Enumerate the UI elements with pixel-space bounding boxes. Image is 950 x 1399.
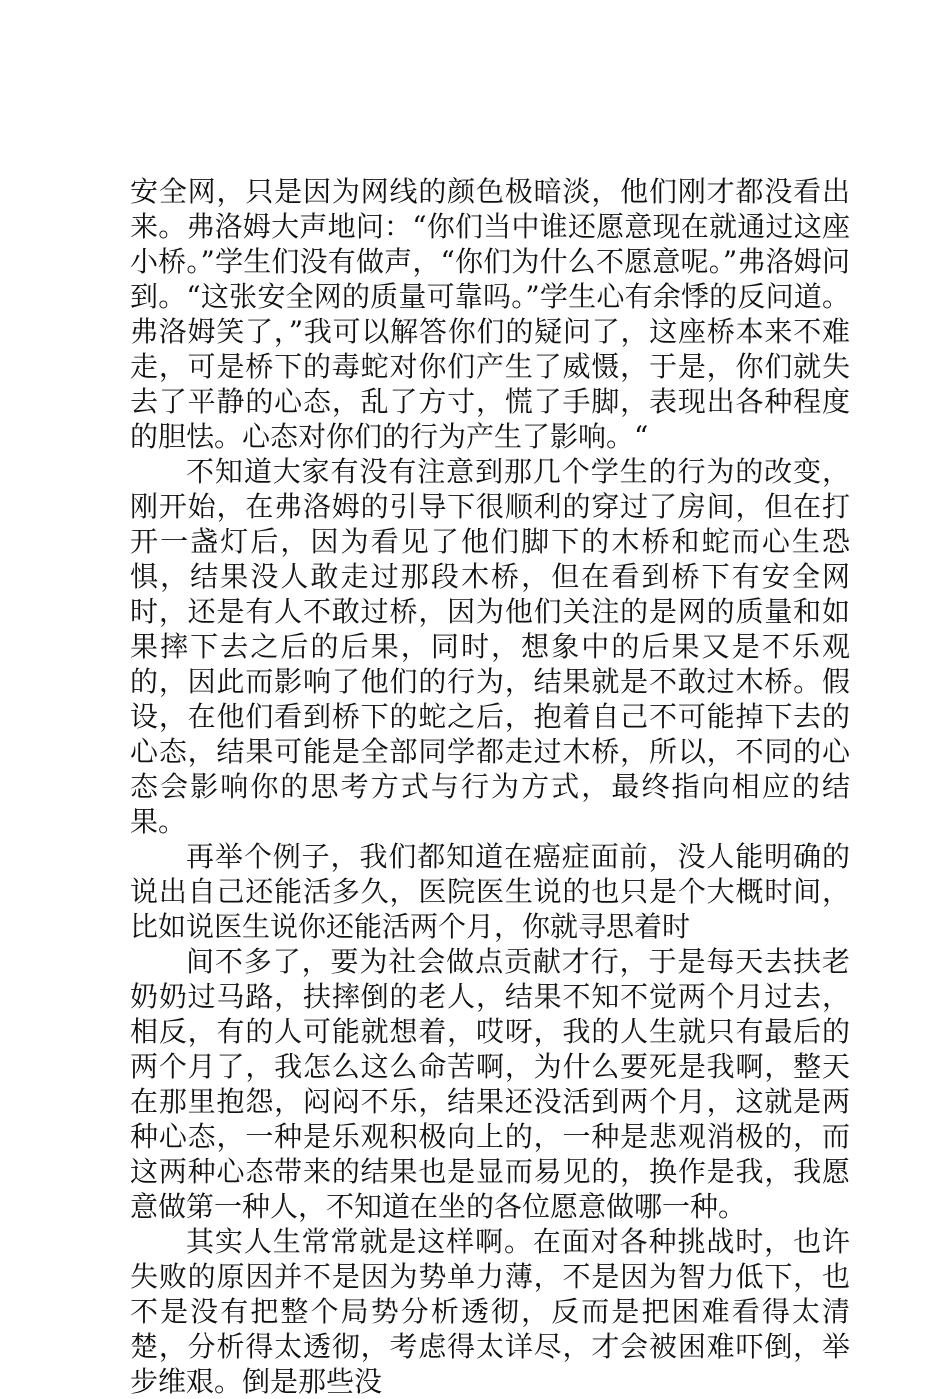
paragraph-2: 不知道大家有没有注意到那几个学生的行为的改变，刚开始，在弗洛姆的引导下很顺利的穿过了房间，但在打开一盏灯后，因为看见了他们脚下的木桥和蛇而心生恐惧，结果没人敢走过那段木桥，但在看到桥下有安全网时，还是有人不敢过桥，因为他们关注的是网的质量和如果摔下去之后的后果，同时，想象中的后果又是不乐观的，因此而影响了他们的行为，结果就是不敢过木桥。假设，在他们看到桥下的蛇之后，抱着自己不可能掉下去的心态，结果可能是全部同学都走过木桥，所以，不同的心态会影响你的思考方式与行为方式，最终指向相应的结果。 bbox=[130, 455, 850, 838]
paragraph-4: 间不多了，要为社会做点贡献才行，于是每天去扶老奶奶过马路，扶摔倒的老人，结果不知不觉两个月过去，相反，有的人可能就想着，哎呀，我的人生就只有最后的两个月了，我怎么这么命苦啊，为什么要死是我啊，整天在那里抱怨，闷闷不乐，结果还没活到两个月，这就是两种心态，一种是乐观积极向上的，一种是悲观消极的，而这两种心态带来的结果也是显而易见的，换作是我，我愿意做第一种人，不知道在坐的各位愿意做哪一种。 bbox=[130, 945, 850, 1223]
body-text bbox=[130, 174, 850, 1399]
paragraph-1: 安全网，只是因为网线的颜色极暗淡，他们刚才都没看出来。弗洛姆大声地问：“你们当中谁还愿意现在就通过这座小桥。”学生们没有做声，“你们为什么不愿意呢。”弗洛姆问到。“这张安全网的质量可靠吗。”学生心有余悸的反问道。弗洛姆笑了，”我可以解答你们的疑问了，这座桥本来不难走，可是桥下的毒蛇对你们产生了威慑，于是，你们就失去了平静的心态，乱了方寸，慌了手脚，表现出各种程度的胆怯。心态对你们的行为产生了影响。“ bbox=[130, 175, 850, 453]
paragraph-3: 再举个例子，我们都知道在癌症面前，没人能明确的说出自己还能活多久，医院医生说的也只是个大概时间，比如说医生说你还能活两个月，你就寻思着时 bbox=[130, 840, 850, 943]
paragraph-5: 其实人生常常就是这样啊。在面对各种挑战时，也许失败的原因并不是因为势单力薄，不是因为智力低下，也不是没有把整个局势分析透彻，反而是把困难看得太清楚，分析得太透彻，考虑得太详尽，才会被困难吓倒，举步维艰。倒是那些没 bbox=[130, 1225, 850, 1398]
